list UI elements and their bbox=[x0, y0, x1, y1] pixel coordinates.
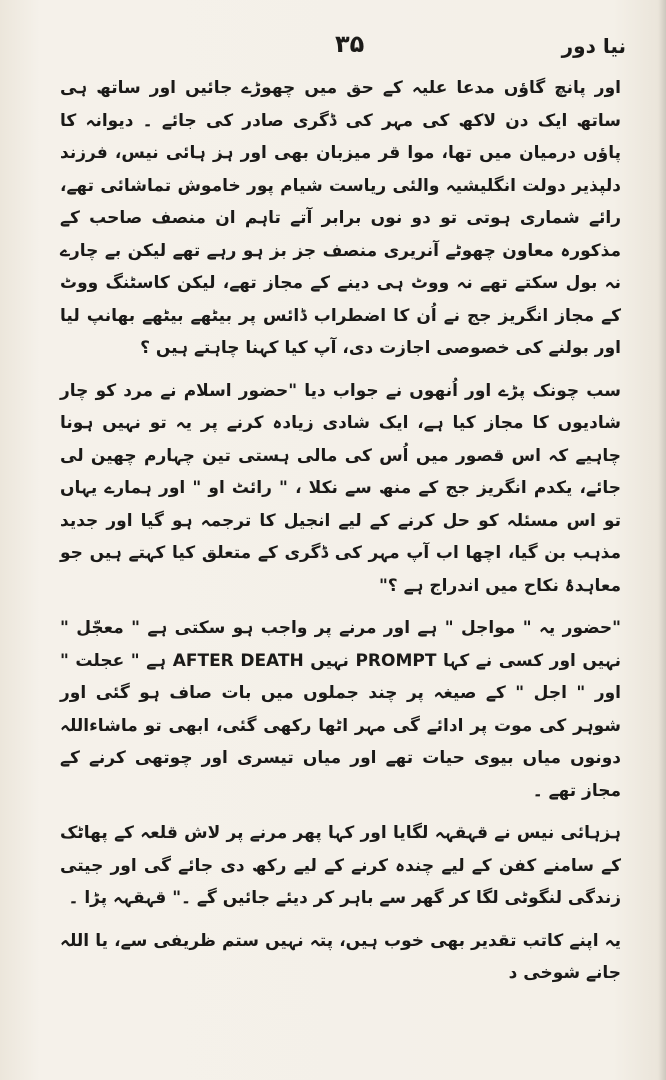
paragraph-4: ہزہائی نیس نے قہقہہ لگایا اور کہا پھر مرنے پر لاش قلعہ کے پھاٹک کے سامنے کفن کے لیے چندہ کرنے کے لیے رکھ دی جائے گی اور جیتی زندگی لنگوٹی لگا کر گھر سے باہر کر دیئے جائیں گے ۔" قہقہہ پڑا ۔ bbox=[60, 823, 621, 908]
paragraph-5: یہ اپنے کاتب تقدیر بھی خوب ہیں، پتہ نہیں ستم ظریفی سے، یا اللہ جانے شوخی د bbox=[60, 930, 621, 983]
page-header bbox=[80, 30, 626, 70]
paragraph-3: "حضور یہ " مواجل " ہے اور مرنے پر واجب ہو سکتی ہے " معجّل " نہیں اور کسی نے کہا PROMPT نہیں AFTER DEATH ہے " عجلت " اور " اجل " کے صیغہ پر چند جملوں میں بات صاف ہو گئی اور شوہر کی موت پر ادائے گی مہر اٹھا رکھی گئی، ابھی تو ماشاءاللہ دونوں میاں بیوی حیات تھے اور میاں تیسری اور چوتھی کرنے کے مجاز تھے ۔ bbox=[60, 618, 621, 801]
running-title: نیا دور bbox=[561, 34, 626, 58]
page-number: ۳۵ bbox=[335, 30, 365, 58]
paragraph-1: اور پانچ گاؤں مدعا علیہ کے حق میں چھوڑے جائیں اور ساتھ ہی ساتھ ایک دن لاکھ کی مہر کی ڈگری صادر کی جائے ۔ دیوانہ کا پاؤں درمیان میں تھا، موا قر میزبان بھی اور ہز ہائی نیس، فرزند دلپذیر دولت انگلیشیہ والئی ریاست شیام پور خاموش تماشائی تھے، رائے شماری ہوتی تو دو نوں برابر آتے تاہم ان منصف صاحب کے مذکورہ معاون چھوٹے آنریری منصف جز بز ہو رہے تھے لیکن بے چارے نہ بول سکتے تھے نہ ووٹ ہی دینے کے مجاز تھے، لیکن کاسٹنگ ووٹ کے مجاز انگریز جج نے اُن کا اضطراب ڈائس پر بیٹھے بیٹھے بھانپ لیا اور بولنے کی خصوصی اجازت دی، آپ کیا کہنا چاہتے ہیں ؟ bbox=[60, 78, 621, 358]
body-text bbox=[60, 72, 621, 990]
paragraph-2: سب چونک پڑے اور اُنھوں نے جواب دیا "حضور اسلام نے مرد کو چار شادیوں کا مجاز کیا ہے، ایک شادی زیادہ کرنے پر یہ تو نہیں ہونا چاہیے کہ اس قصور میں اُس کی مالی ہستی تین چہارم چھین لی جائے، یکدم انگریز جج کے منھ سے نکلا ، " رائٹ او " اور ہمارے یہاں تو اس مسئلہ کو حل کرنے کے لیے انجیل کا ترجمہ ہو گیا اور جدید مذہب بن گیا، اچھا اب آپ مہر کی ڈگری کے متعلق کیا کہتے ہیں جو معاہدۂ نکاح میں اندراج ہے ؟" bbox=[60, 380, 621, 596]
page-edge-shadow bbox=[658, 0, 666, 1080]
